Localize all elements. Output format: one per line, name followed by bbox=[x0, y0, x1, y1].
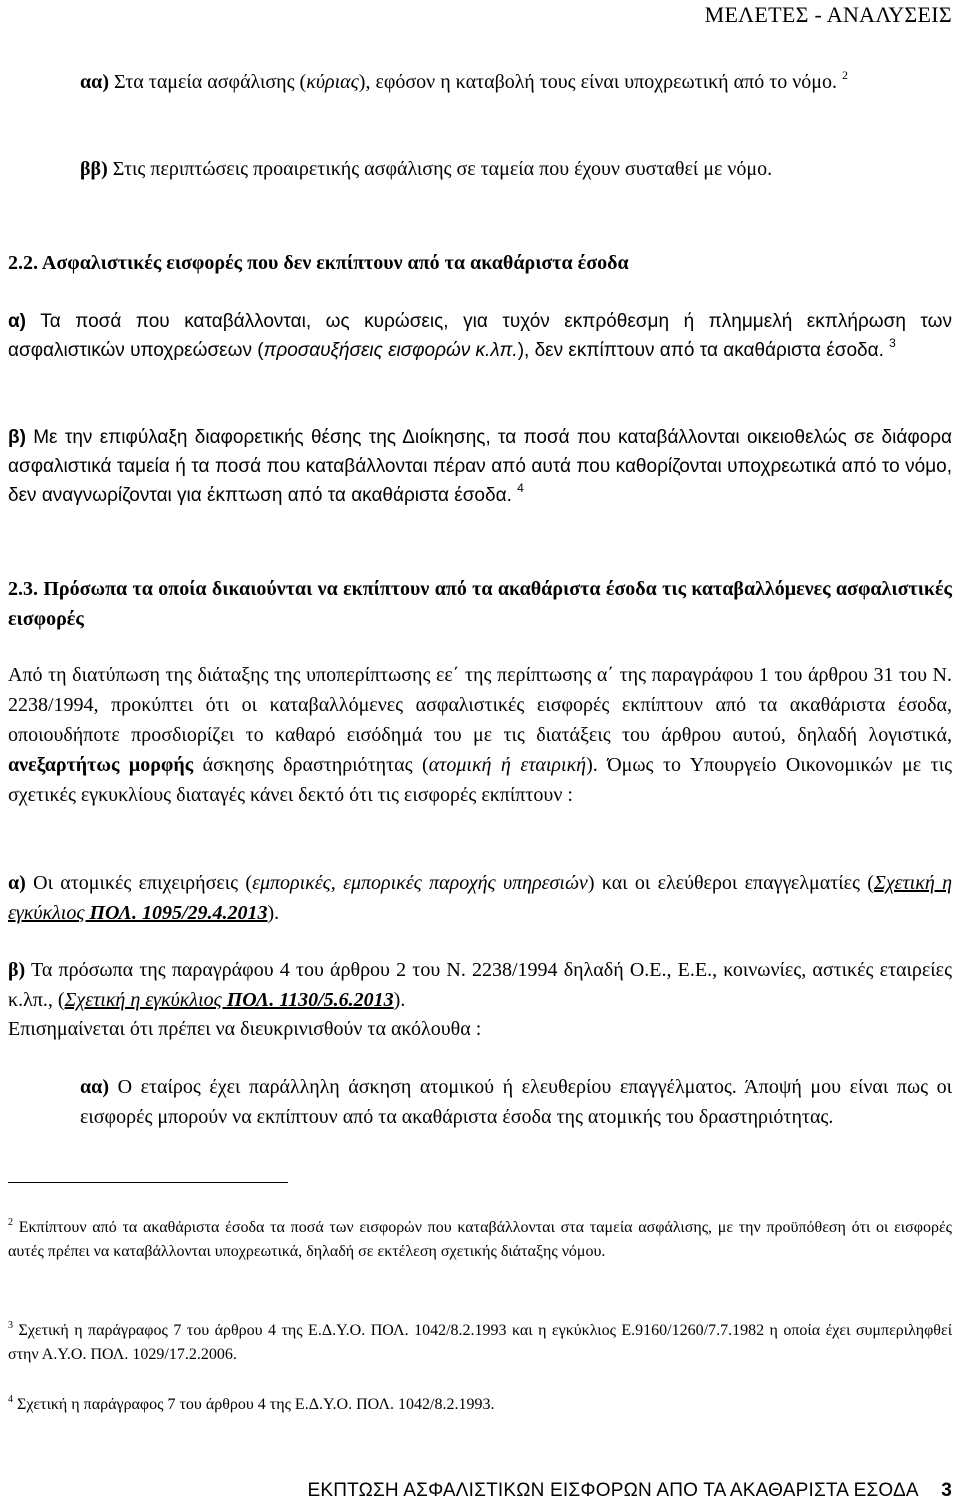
footnote-ref-3: 3 bbox=[889, 336, 896, 350]
paragraph-a-individual-businesses: α) Οι ατομικές επιχειρήσεις (εμπορικές, εμπορικές παροχής υπηρεσιών) και οι ελεύθεροι επαγγελματίες (Σχετική η εγκύκλιος ΠΟΛ. 1095/29.4.2013). bbox=[8, 872, 952, 924]
paragraph-aa-partner: αα) Ο εταίρος έχει παράλληλη άσκηση ατομικού ή ελευθερίου επαγγέλματος. Άποψή μου είναι πως οι εισφορές μπορούν να εκπίπτουν από τα ακαθάριστα έσοδα της ατομικής του δραστηριότητας. bbox=[80, 1076, 952, 1128]
paragraph-b-voluntary: β) Με την επιφύλαξη διαφορετικής θέσης της Διοίκησης, τα ποσά που καταβάλλονται οικειοθελώς σε διάφορα ασφαλιστικά ταμεία ή τα ποσά που καταβάλλονται πέραν από αυτά που καθορίζονται υποχρεωτικά από το νόμο, δεν αναγνωρίζονται για έκπτωση από τα ακαθάριστα έσοδα. $^4$ bbox=[8, 427, 952, 506]
paragraph-aa-pension-funds: αα) Στα ταμεία ασφάλισης (κύριας), εφόσον η καταβολή τους είναι υποχρεωτική από το νόμο. $^2$ bbox=[80, 68, 849, 93]
running-footer bbox=[307, 1480, 952, 1502]
item-label: αα) bbox=[80, 1076, 109, 1098]
paragraph-a-penalties: α) Τα ποσά που καταβάλλονται, ως κυρώσεις, για τυχόν εκπρόθεσμη ή πλημμελή εκπλήρωση των ασφαλιστικών υποχρεώσεων (προσαυξήσεις εισφορών κ.λπ.), δεν εκπίπτουν από τα ακαθάριστα έσοδα. $^3$ bbox=[8, 311, 952, 361]
footnote-4: $^4$ Σχετική η παράγραφος 7 του άρθρου 4 της Ε.Δ.Υ.Ο. ΠΟΛ. 1042/8.2.1993. bbox=[8, 1394, 495, 1413]
item-label: α) bbox=[8, 872, 26, 894]
item-label: α) bbox=[8, 311, 27, 332]
footnote-ref-2: 2 bbox=[842, 68, 849, 82]
page-number: 3 bbox=[941, 1480, 952, 1501]
paragraph-clarifications: Επισημαίνεται ότι πρέπει να διευκρινισθούν τα ακόλουθα : bbox=[8, 1018, 482, 1040]
paragraph-main: Από τη διατύπωση της διάταξης της υποπερίπτωσης εε΄ της περίπτωσης α΄ της παραγράφου 1 του άρθρου 31 του Ν. 2238/1994, προκύπτει ότι οι καταβαλλόμενες ασφαλιστικές εισφορές εκπίπτουν από τα ακαθάριστα έσοδα, οποιουδήποτε προσδιορίζει το καθαρό εισόδημά του με τις διατάξεις του άρθρου αυτού, δηλαδή λογιστικά, ανεξαρτήτως μορφής άσκησης δραστηριότητας (ατομική ή εταιρική). Όμως το Υπουργείο Οικονομικών με τις σχετικές εγκυκλίους διαταγές κάνει δεκτό ότι τις εισφορές εκπίπτουν : bbox=[8, 664, 952, 806]
circular-ref: Σχετική η εγκύκλιος bbox=[64, 989, 227, 1011]
paragraph-bb-optional-insurance: ββ) Στις περιπτώσεις προαιρετικής ασφάλισης σε ταμεία που έχουν συσταθεί με νόμο. bbox=[80, 158, 773, 180]
item-label: β) bbox=[8, 959, 26, 981]
circular-ref: Σχετική η εγκύκλιος bbox=[8, 872, 952, 924]
section-heading-2-3: 2.3. Πρόσωπα τα οποία δικαιούνται να εκπίπτουν από τα ακαθάριστα έσοδα τις καταβαλλόμενες ασφαλιστικές εισφορές bbox=[8, 578, 952, 630]
footnote-3: $^3$ Σχετική η παράγραφος 7 του άρθρου 4 της Ε.Δ.Υ.Ο. ΠΟΛ. 1042/8.2.1993 και η εγκύκλιος Ε.9160/1260/7.7.1982 η οποία έχει συμπεριληφθεί στην Α.Υ.Ο. ΠΟΛ. 1029/17.2.2006. bbox=[8, 1320, 952, 1363]
section-heading-2-2: 2.2. Ασφαλιστικές εισφορές που δεν εκπίπτουν από τα ακαθάριστα έσοδα bbox=[8, 252, 629, 274]
item-label: ββ) bbox=[80, 158, 108, 180]
running-header: ΜΕΛΕΤΕΣ - ΑΝΑΛΥΣΕΙΣ bbox=[704, 2, 952, 27]
paragraph-b-partnerships: β) Τα πρόσωπα της παραγράφου 4 του άρθρου 2 του Ν. 2238/1994 δηλαδή Ο.Ε., Ε.Ε., κοινωνίες, αστικές εταιρείες κ.λπ., (Σχετική η εγκύκλιος ΠΟΛ. 1130/5.6.2013). bbox=[8, 959, 952, 1011]
circular-ref-number: ΠΟΛ. 1095/29.4.2013 bbox=[89, 902, 268, 924]
footnote-separator bbox=[8, 1182, 288, 1183]
item-label: αα) bbox=[80, 71, 109, 93]
item-label: β) bbox=[8, 427, 26, 448]
footnote-ref-4: 4 bbox=[517, 481, 524, 495]
circular-ref-number: ΠΟΛ. 1130/5.6.2013 bbox=[226, 989, 394, 1011]
footer-title: ΕΚΠΤΩΣΗ ΑΣΦΑΛΙΣΤΙΚΩΝ ΕΙΣΦΟΡΩΝ ΑΠΟ ΤΑ ΑΚΑΘΑΡΙΣΤΑ ΕΣΟΔΑ bbox=[307, 1480, 918, 1501]
footnote-2: $^2$ Εκπίπτουν από τα ακαθάριστα έσοδα τα ποσά των εισφορών που καταβάλλονται στα ταμεία ασφάλισης, με την προϋπόθεση ότι οι εισφορές αυτές πρέπει να καταβάλλονται υποχρεωτικά, δηλαδή σε εκτέλεση σχετικής διάταξης νόμου. bbox=[8, 1217, 952, 1260]
